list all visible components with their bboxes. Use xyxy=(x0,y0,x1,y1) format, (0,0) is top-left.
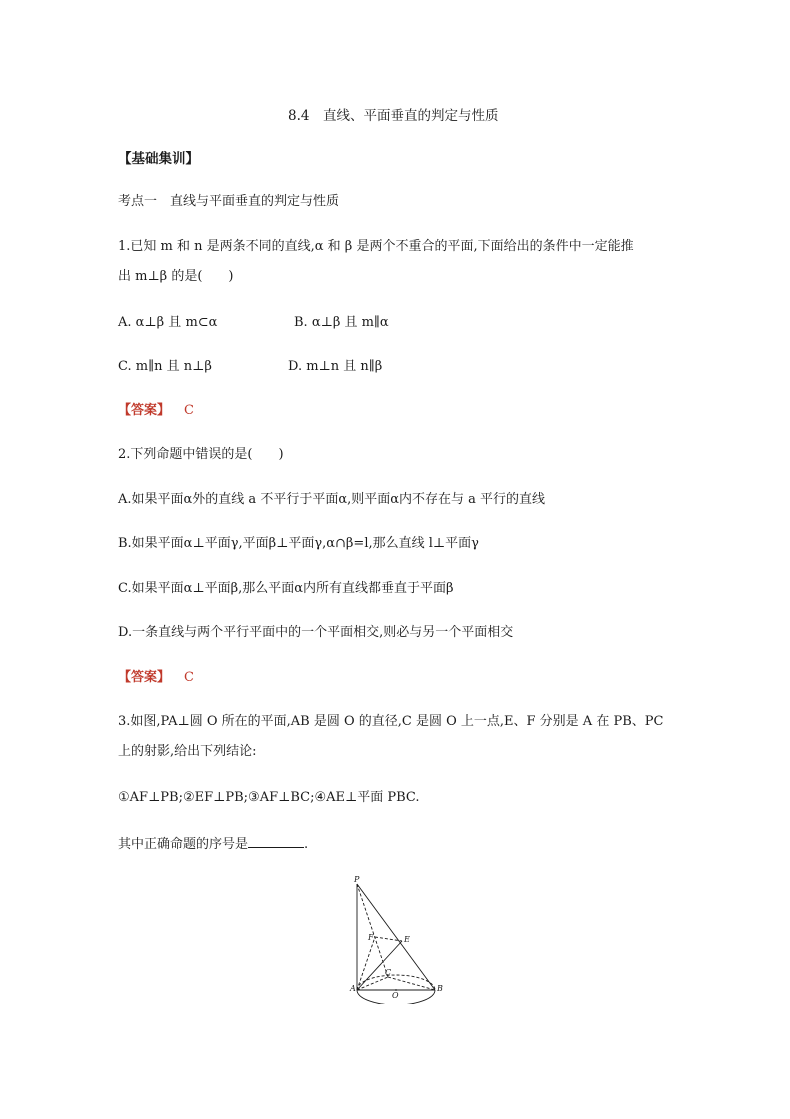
segment-AE xyxy=(357,941,402,990)
q1-option-a: A. α⊥β 且 m⊂α xyxy=(118,315,218,330)
q1-answer-value: C xyxy=(184,403,194,418)
segment-AF xyxy=(357,937,375,990)
label-O: O xyxy=(392,991,399,1000)
q1-stem-line2: 出 m⊥β 的是( ) xyxy=(118,269,234,284)
segment-CB xyxy=(388,977,435,990)
label-F: F xyxy=(368,933,374,942)
q1-answer-label: 【答案】 xyxy=(118,403,171,418)
label-A: A xyxy=(350,984,356,993)
q3-conclusions: ①AF⊥PB;②EF⊥PB;③AF⊥BC;④AE⊥平面 PBC. xyxy=(118,790,420,805)
section-heading: 【基础集训】 xyxy=(118,151,199,167)
q3-stem-line1: 3.如图,PA⊥圆 O 所在的平面,AB 是圆 O 的直径,C 是圆 O 上一点,E、F 分别是 A 在 PB、PC xyxy=(118,714,664,729)
segment-PC xyxy=(357,884,388,977)
q2-answer xyxy=(118,669,194,687)
label-C: C xyxy=(385,968,392,977)
geometry-figure xyxy=(340,874,452,1004)
q1-option-c: C. m∥n 且 n⊥β xyxy=(118,359,212,374)
q2-option-d: D.一条直线与两个平行平面中的一个平面相交,则必与另一个平面相交 xyxy=(118,625,514,640)
page-title: 8.4 直线、平面垂直的判定与性质 xyxy=(288,108,499,124)
label-P: P xyxy=(354,875,360,884)
q3-stem-line2: 上的射影,给出下列结论: xyxy=(118,744,257,759)
q1-stem-line1: 1.已知 m 和 n 是两条不同的直线,α 和 β 是两个不重合的平面,下面给出的条件中一定能推 xyxy=(118,239,634,254)
q2-option-a: A.如果平面α外的直线 a 不平行于平面α,则平面α内不存在与 a 平行的直线 xyxy=(118,492,546,507)
segment-AC xyxy=(357,977,388,990)
q3-prompt xyxy=(118,834,308,854)
label-E: E xyxy=(404,935,410,944)
label-B: B xyxy=(437,984,443,993)
answer-blank xyxy=(248,834,304,848)
q2-option-c: C.如果平面α⊥平面β,那么平面α内所有直线都垂直于平面β xyxy=(118,581,454,596)
q2-answer-value: C xyxy=(184,670,194,685)
q3-prompt-end: . xyxy=(304,837,309,852)
q1-option-d: D. m⊥n 且 n∥β xyxy=(288,359,383,374)
q2-answer-label: 【答案】 xyxy=(118,670,171,685)
topic-heading: 考点一 直线与平面垂直的判定与性质 xyxy=(118,194,340,209)
q2-stem: 2.下列命题中错误的是( ) xyxy=(118,447,284,462)
q1-option-b: B. α⊥β 且 m∥α xyxy=(294,315,389,330)
q2-option-b: B.如果平面α⊥平面γ,平面β⊥平面γ,α∩β=l,那么直线 l⊥平面γ xyxy=(118,536,479,551)
q3-prompt-text: 其中正确命题的序号是 xyxy=(118,837,249,852)
q1-answer xyxy=(118,402,194,420)
